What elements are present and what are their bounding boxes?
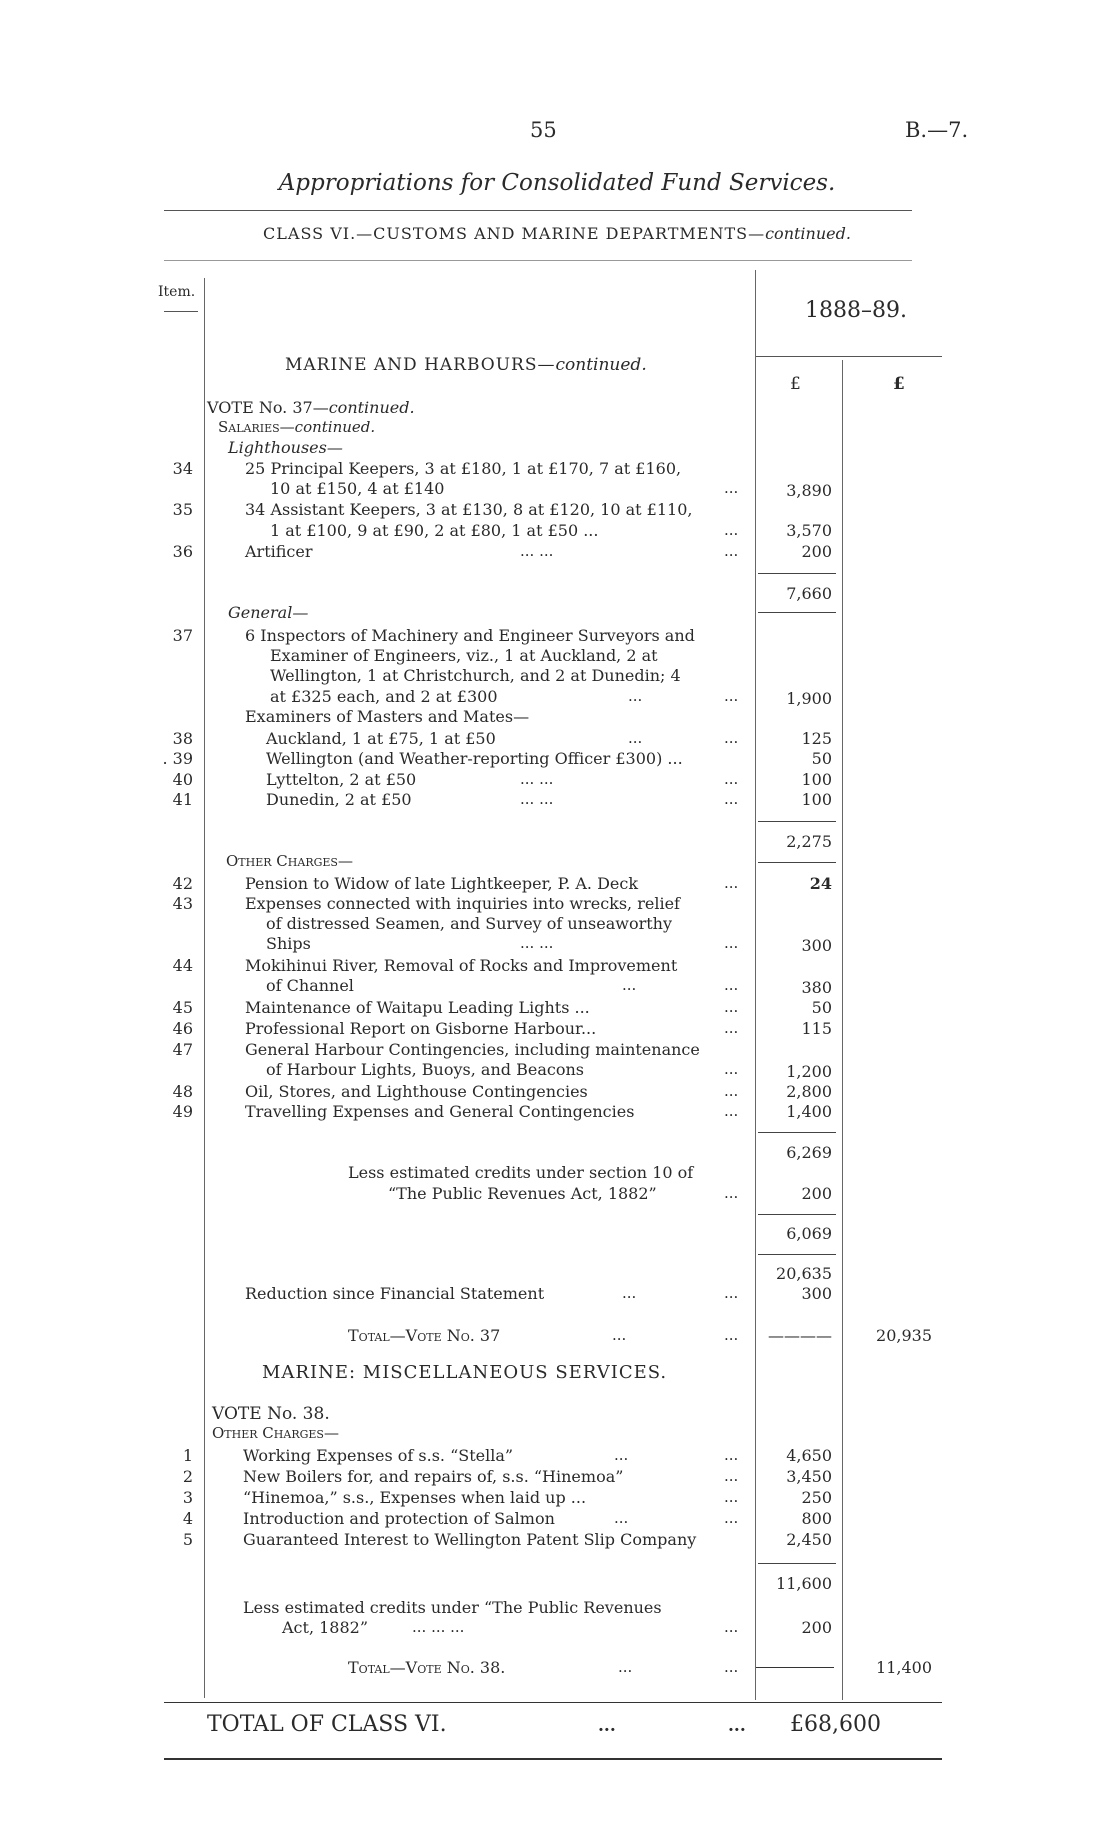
grand-total-label: TOTAL OF CLASS VI. bbox=[207, 1712, 447, 1737]
leader-dots: ... bbox=[724, 729, 739, 747]
item-column-rule bbox=[204, 278, 205, 1698]
item-number: 38 bbox=[172, 729, 193, 748]
item-description: Mokihinui River, Removal of Rocks and Improvement bbox=[245, 956, 678, 975]
leader-dots: ... bbox=[598, 1716, 616, 1736]
sum-rule bbox=[758, 573, 836, 574]
item-number: 41 bbox=[172, 790, 193, 809]
item-number: 36 bbox=[172, 542, 193, 561]
leader-dots: ... bbox=[628, 687, 643, 705]
item-number: 42 bbox=[172, 874, 193, 893]
item-description: Pension to Widow of late Lightkeeper, P. A. Deck bbox=[245, 874, 639, 893]
item-number: 35 bbox=[172, 500, 193, 519]
total-vote-38-label: Total—Vote No. 38. bbox=[348, 1658, 506, 1677]
amount: 125 bbox=[801, 729, 832, 748]
leader-dots: ... bbox=[724, 934, 739, 952]
total-vote-37-amount: 20,935 bbox=[876, 1326, 932, 1345]
item-number: 4 bbox=[182, 1509, 193, 1528]
item-column-header: Item. bbox=[158, 284, 196, 300]
leader-dots: ... ... bbox=[520, 790, 554, 808]
amount: 50 bbox=[811, 749, 832, 768]
item-description: of Channel bbox=[266, 976, 354, 995]
amount: 3,450 bbox=[786, 1467, 832, 1486]
amount: 3,890 bbox=[786, 481, 832, 500]
examiners-heading: Examiners of Masters and Mates— bbox=[245, 707, 530, 726]
item-description: of Harbour Lights, Buoys, and Beacons bbox=[266, 1060, 584, 1079]
item-description: Guaranteed Interest to Wellington Patent Slip Company bbox=[243, 1530, 697, 1549]
item-description: General Harbour Contingencies, including maintenance bbox=[245, 1040, 700, 1059]
amount: 380 bbox=[801, 978, 832, 997]
sum-rule bbox=[758, 1254, 836, 1255]
amount: 800 bbox=[801, 1509, 832, 1528]
other-charges-heading: Other Charges— bbox=[212, 1424, 339, 1442]
salaries-heading: Salaries—continued. bbox=[218, 418, 376, 436]
item-number: 47 bbox=[172, 1040, 193, 1059]
item-description: New Boilers for, and repairs of, s.s. “Hinemoa” bbox=[243, 1467, 624, 1486]
leader-dots: ... ... bbox=[520, 770, 554, 788]
item-description: of distressed Seamen, and Survey of unseaworthy bbox=[266, 914, 672, 933]
item-description: Working Expenses of s.s. “Stella” bbox=[243, 1446, 514, 1465]
item-description: Dunedin, 2 at £50 bbox=[266, 790, 412, 809]
sum-rule bbox=[758, 1132, 836, 1133]
item-description: Maintenance of Waitapu Leading Lights ... bbox=[245, 998, 590, 1017]
subtotal-lighthouses: 7,660 bbox=[786, 584, 832, 603]
amount-column-rule bbox=[755, 270, 756, 1700]
vote-37-heading: VOTE No. 37—continued. bbox=[207, 398, 415, 417]
item-number: 45 bbox=[172, 998, 193, 1017]
leader-dots: ... bbox=[724, 1467, 739, 1485]
reduction-amount: 300 bbox=[801, 1284, 832, 1303]
less-credits-line-1: Less estimated credits under section 10 of bbox=[348, 1163, 694, 1182]
sum-rule bbox=[758, 862, 836, 863]
leader-dots: ... bbox=[724, 542, 739, 560]
item-number: 49 bbox=[172, 1102, 193, 1121]
item-description: Auckland, 1 at £75, 1 at £50 bbox=[266, 729, 496, 748]
section-heading-misc: MARINE: MISCELLANEOUS SERVICES. bbox=[262, 1362, 668, 1383]
leader-dots: ... bbox=[724, 687, 739, 705]
item-description: 34 Assistant Keepers, 3 at £130, 8 at £120, 10 at £110, bbox=[245, 500, 693, 519]
amount: 4,650 bbox=[786, 1446, 832, 1465]
leader-dots: ... bbox=[724, 1102, 739, 1120]
amount: 1,200 bbox=[786, 1062, 832, 1081]
sum-rule bbox=[758, 612, 836, 613]
item-description: 10 at £150, 4 at £140 bbox=[270, 479, 445, 498]
leader-dots: ... bbox=[724, 521, 739, 539]
item-description: Examiner of Engineers, viz., 1 at Auckland, 2 at bbox=[270, 646, 658, 665]
leader-dots: ... bbox=[724, 479, 739, 497]
rule-under-class bbox=[164, 260, 912, 261]
item-number: 43 bbox=[172, 894, 193, 913]
leader-dots: ... bbox=[724, 790, 739, 808]
amount: 200 bbox=[801, 542, 832, 561]
leader-dots: ... bbox=[724, 998, 739, 1016]
leader-dots: ... bbox=[724, 1019, 739, 1037]
subtotal-net: 6,069 bbox=[786, 1224, 832, 1243]
section-heading-marine: MARINE AND HARBOURS—continued. bbox=[285, 355, 647, 375]
item-description: at £325 each, and 2 at £300 bbox=[270, 687, 498, 706]
leader-dots: ... bbox=[724, 1284, 739, 1302]
item-number: 5 bbox=[182, 1530, 193, 1549]
item-number: 40 bbox=[172, 770, 193, 789]
item-number: 1 bbox=[182, 1446, 193, 1465]
item-description: Wellington, 1 at Christchurch, and 2 at Dunedin; 4 bbox=[270, 666, 681, 685]
lighthouses-heading: Lighthouses— bbox=[228, 438, 343, 457]
grand-total-amount: £68,600 bbox=[790, 1712, 881, 1737]
leader-dots: ... bbox=[612, 1326, 627, 1344]
leader-dots: ... bbox=[724, 1082, 739, 1100]
item-description: Wellington (and Weather-reporting Officer £300) ... bbox=[266, 749, 683, 768]
sum-rule bbox=[758, 1214, 836, 1215]
amount: 300 bbox=[801, 936, 832, 955]
leader-dots: ... bbox=[618, 1658, 633, 1676]
leader-dots: ... ... ... bbox=[412, 1618, 465, 1636]
amount: 250 bbox=[801, 1488, 832, 1507]
less-credits-line-2: “The Public Revenues Act, 1882” bbox=[388, 1184, 657, 1203]
class-heading: CLASS VI.—CUSTOMS AND MARINE DEPARTMENTS—continued. bbox=[263, 224, 851, 243]
item-number: 37 bbox=[172, 626, 193, 645]
year-column-header: 1888–89. bbox=[805, 298, 907, 323]
leader-dots: ... bbox=[622, 1284, 637, 1302]
item-description: Ships bbox=[266, 934, 311, 953]
leader-dots: ... bbox=[724, 874, 739, 892]
leader-dots: ... bbox=[724, 1658, 739, 1676]
leader-dots: ... bbox=[622, 976, 637, 994]
item-description: 25 Principal Keepers, 3 at £180, 1 at £170, 7 at £160, bbox=[245, 459, 682, 478]
leader-dots: ... bbox=[728, 1716, 746, 1736]
leader-dots: ... bbox=[724, 1618, 739, 1636]
subtotal-general: 2,275 bbox=[786, 832, 832, 851]
leader-dots: ... bbox=[724, 1060, 739, 1078]
item-description: “Hinemoa,” s.s., Expenses when laid up ... bbox=[243, 1488, 587, 1507]
amount: 100 bbox=[801, 770, 832, 789]
total-vote-37-label: Total—Vote No. 37 bbox=[348, 1326, 501, 1345]
rule-grand-bottom bbox=[164, 1758, 942, 1760]
rule-top bbox=[164, 210, 912, 211]
amount: 1,400 bbox=[786, 1102, 832, 1121]
less-credits-amount: 200 bbox=[801, 1618, 832, 1637]
item-number: 46 bbox=[172, 1019, 193, 1038]
item-number: 44 bbox=[172, 956, 193, 975]
total-dash: ———— bbox=[768, 1326, 832, 1345]
pound-header-2: £ bbox=[893, 374, 905, 394]
item-description: Lyttelton, 2 at £50 bbox=[266, 770, 417, 789]
item-description: Introduction and protection of Salmon bbox=[243, 1509, 555, 1528]
rule-grand-top bbox=[164, 1702, 942, 1703]
amount: 2,450 bbox=[786, 1530, 832, 1549]
item-number: 3 bbox=[182, 1488, 193, 1507]
subtotal-vote-37: 20,635 bbox=[776, 1264, 832, 1283]
leader-dots: ... ... bbox=[520, 542, 554, 560]
leader-dots: ... bbox=[724, 1184, 739, 1202]
amount: 100 bbox=[801, 790, 832, 809]
item-description: Expenses connected with inquiries into wrecks, relief bbox=[245, 894, 680, 913]
amount: 3,570 bbox=[786, 521, 832, 540]
amount: 115 bbox=[801, 1019, 832, 1038]
amount: 2,800 bbox=[786, 1082, 832, 1101]
item-number: 2 bbox=[182, 1467, 193, 1486]
subtotal-vote-38: 11,600 bbox=[776, 1574, 832, 1593]
subtotal-other-charges: 6,269 bbox=[786, 1143, 832, 1162]
less-credits-line-1: Less estimated credits under “The Public Revenues bbox=[243, 1598, 662, 1617]
page-title: Appropriations for Consolidated Fund Services. bbox=[278, 170, 836, 196]
item-description: Travelling Expenses and General Contingencies bbox=[245, 1102, 635, 1121]
item-description: Professional Report on Gisborne Harbour... bbox=[245, 1019, 597, 1038]
item-description: 1 at £100, 9 at £90, 2 at £80, 1 at £50 ... bbox=[270, 521, 599, 540]
item-number: 34 bbox=[172, 459, 193, 478]
item-description: 6 Inspectors of Machinery and Engineer Surveyors and bbox=[245, 626, 695, 645]
document-reference: B.—7. bbox=[905, 118, 969, 142]
leader-dots: ... bbox=[614, 1446, 629, 1464]
item-description: Artificer bbox=[245, 542, 313, 561]
item-description: Oil, Stores, and Lighthouse Contingencies bbox=[245, 1082, 588, 1101]
general-heading: General— bbox=[228, 603, 309, 622]
leader-dots: ... bbox=[724, 770, 739, 788]
vote-38-heading: VOTE No. 38. bbox=[212, 1404, 330, 1424]
sum-rule bbox=[758, 821, 836, 822]
amount: 24 bbox=[809, 874, 832, 893]
leader-dots: ... ... bbox=[520, 934, 554, 952]
amount: 50 bbox=[811, 998, 832, 1017]
leader-dots: ... bbox=[628, 729, 643, 747]
amount: 1,900 bbox=[786, 689, 832, 708]
page-number: 55 bbox=[530, 118, 557, 142]
reduction-label: Reduction since Financial Statement bbox=[245, 1284, 545, 1303]
leader-dots: ... bbox=[724, 1446, 739, 1464]
less-credits-line-2: Act, 1882” bbox=[282, 1618, 369, 1637]
sum-rule bbox=[758, 1563, 836, 1564]
item-number: . 39 bbox=[162, 749, 193, 768]
pound-header-1: £ bbox=[790, 374, 801, 394]
item-number: 48 bbox=[172, 1082, 193, 1101]
total-column-rule bbox=[842, 360, 843, 1700]
leader-dots: ... bbox=[724, 976, 739, 994]
leader-dots: ... bbox=[724, 1326, 739, 1344]
item-header-underline bbox=[164, 311, 198, 312]
less-credits-amount: 200 bbox=[801, 1184, 832, 1203]
total-dash-rule bbox=[756, 1667, 834, 1668]
year-underline bbox=[756, 356, 942, 357]
total-vote-38-amount: 11,400 bbox=[876, 1658, 932, 1677]
leader-dots: ... bbox=[724, 1509, 739, 1527]
leader-dots: ... bbox=[724, 1488, 739, 1506]
leader-dots: ... bbox=[614, 1509, 629, 1527]
other-charges-heading: Other Charges— bbox=[226, 852, 353, 870]
